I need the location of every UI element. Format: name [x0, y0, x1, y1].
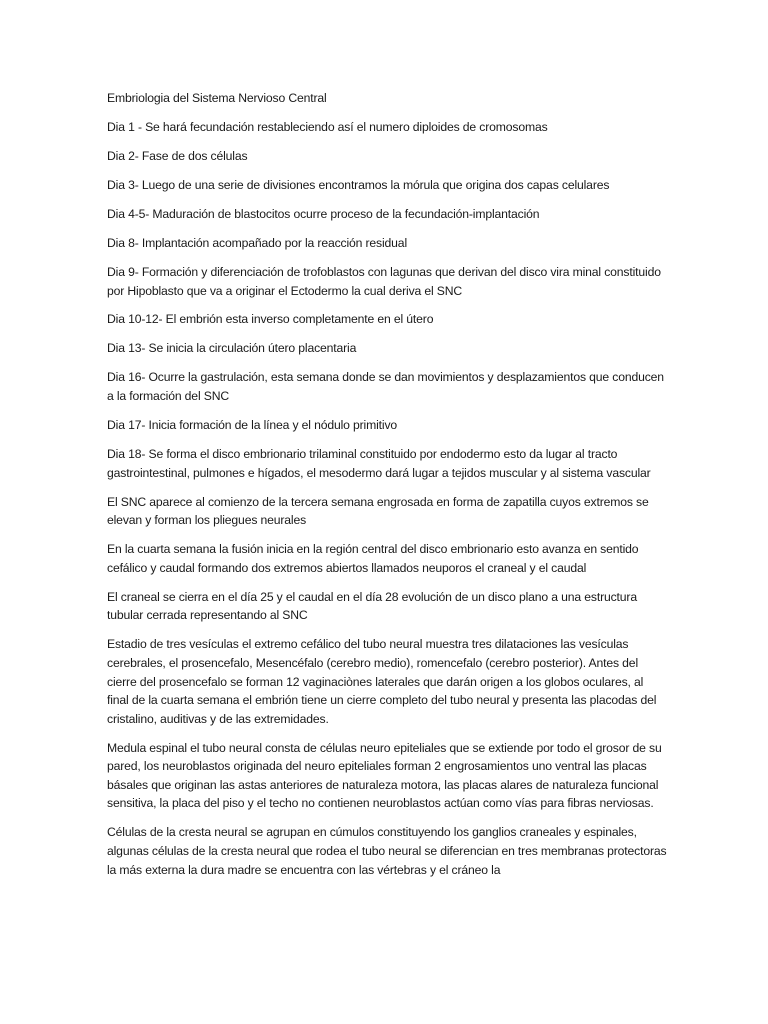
paragraph-dia-10-12: Dia 10-12- El embrión esta inverso completamente en el útero	[107, 312, 434, 327]
paragraph-tres-vesiculas: Estadio de tres vesículas el extremo cefálico del tubo neural muestra tres dilataciones las vesículas cerebrales, el prosencefalo, Mesencéfalo (cerebro medio), romencefalo (cerebro posterior). Antes del cierre del prosencefalo se forman 12 vaginaciònes laterales que darán origen a los globos oculares, al final de la cuarta semana el embrión tiene un cierre completo del tubo neural y presenta las placodas del cristalino, auditivas y de las extremidades.	[107, 637, 657, 726]
paragraph-dia-16: Dia 16- Ocurre la gastrulación, esta semana donde se dan movimientos y desplazamientos que conducen a la formación del SNC	[107, 370, 664, 404]
paragraph-dia-18: Dia 18- Se forma el disco embrionario trilaminal constituido por endodermo esto da lugar al tracto gastrointestinal, pulmones e hígados, el mesodermo dará lugar a tejidos muscular y al sistema vascular	[107, 447, 651, 480]
paragraph-craneal-caudal: El craneal se cierra en el día 25 y el caudal en el día 28 evolución de un disco plano a una estructura tubular cerrada representando al SNC	[107, 589, 637, 623]
paragraph-cuarta-semana: En la cuarta semana la fusión inicia en la región central del disco embrionario esto avanza en sentido cefálico y caudal formando dos extremos abiertos llamados neuporos el craneal y el caudal	[107, 542, 639, 575]
document-title: Embriologia del Sistema Nervioso Central	[107, 91, 327, 105]
paragraph-dia-4-5: Dia 4-5- Maduración de blastocitos ocurre proceso de la fecundación-implantación	[107, 206, 540, 221]
paragraph-dia-9: Dia 9- Formación y diferenciación de trofoblastos con lagunas que derivan del disco vira minal constituido por Hipoblasto que va a originar el Ectodermo la cual deriva el SNC	[107, 264, 661, 298]
paragraph-medula-espinal: Medula espinal el tubo neural consta de células neuro epiteliales que se extiende por todo el grosor de su pared, los neuroblastos originada del neuro epiteliales forman 2 engrosamientos uno ventral las placas básales que originan las astas anteriores de naturaleza motora, las placas alares de naturaleza funcional sensitiva, la placa del piso y el techo no contienen neuroblastos actúan como vías para fibras nerviosas.	[107, 740, 662, 811]
paragraph-dia-13: Dia 13- Se inicia la circulación útero placentaria	[107, 341, 357, 356]
paragraph-dia-3: Dia 3- Luego de una serie de divisiones encontramos la mórula que origina dos capas celulares	[107, 177, 610, 192]
paragraph-dia-2: Dia 2- Fase de dos células	[107, 148, 248, 163]
paragraph-dia-8: Dia 8- Implantación acompañado por la reacción residual	[107, 235, 407, 250]
document-body	[107, 89, 667, 890]
paragraph-cresta-neural: Células de la cresta neural se agrupan en cúmulos constituyendo los ganglios craneales y espinales, algunas células de la cresta neural que rodea el tubo neural se diferencian en tres membranas protectoras la más externa la dura madre se encuentra con las vértebras y el cráneo la	[107, 825, 667, 877]
paragraph-snc-tercera-semana: El SNC aparece al comienzo de la tercera semana engrosada en forma de zapatilla cuyos extremos se elevan y forman los pliegues neurales	[107, 494, 649, 528]
paragraph-dia-1: Dia 1 - Se hará fecundación restableciendo así el numero diploides de cromosomas	[107, 119, 548, 134]
paragraph-dia-17: Dia 17- Inicia formación de la línea y el nódulo primitivo	[107, 418, 398, 433]
